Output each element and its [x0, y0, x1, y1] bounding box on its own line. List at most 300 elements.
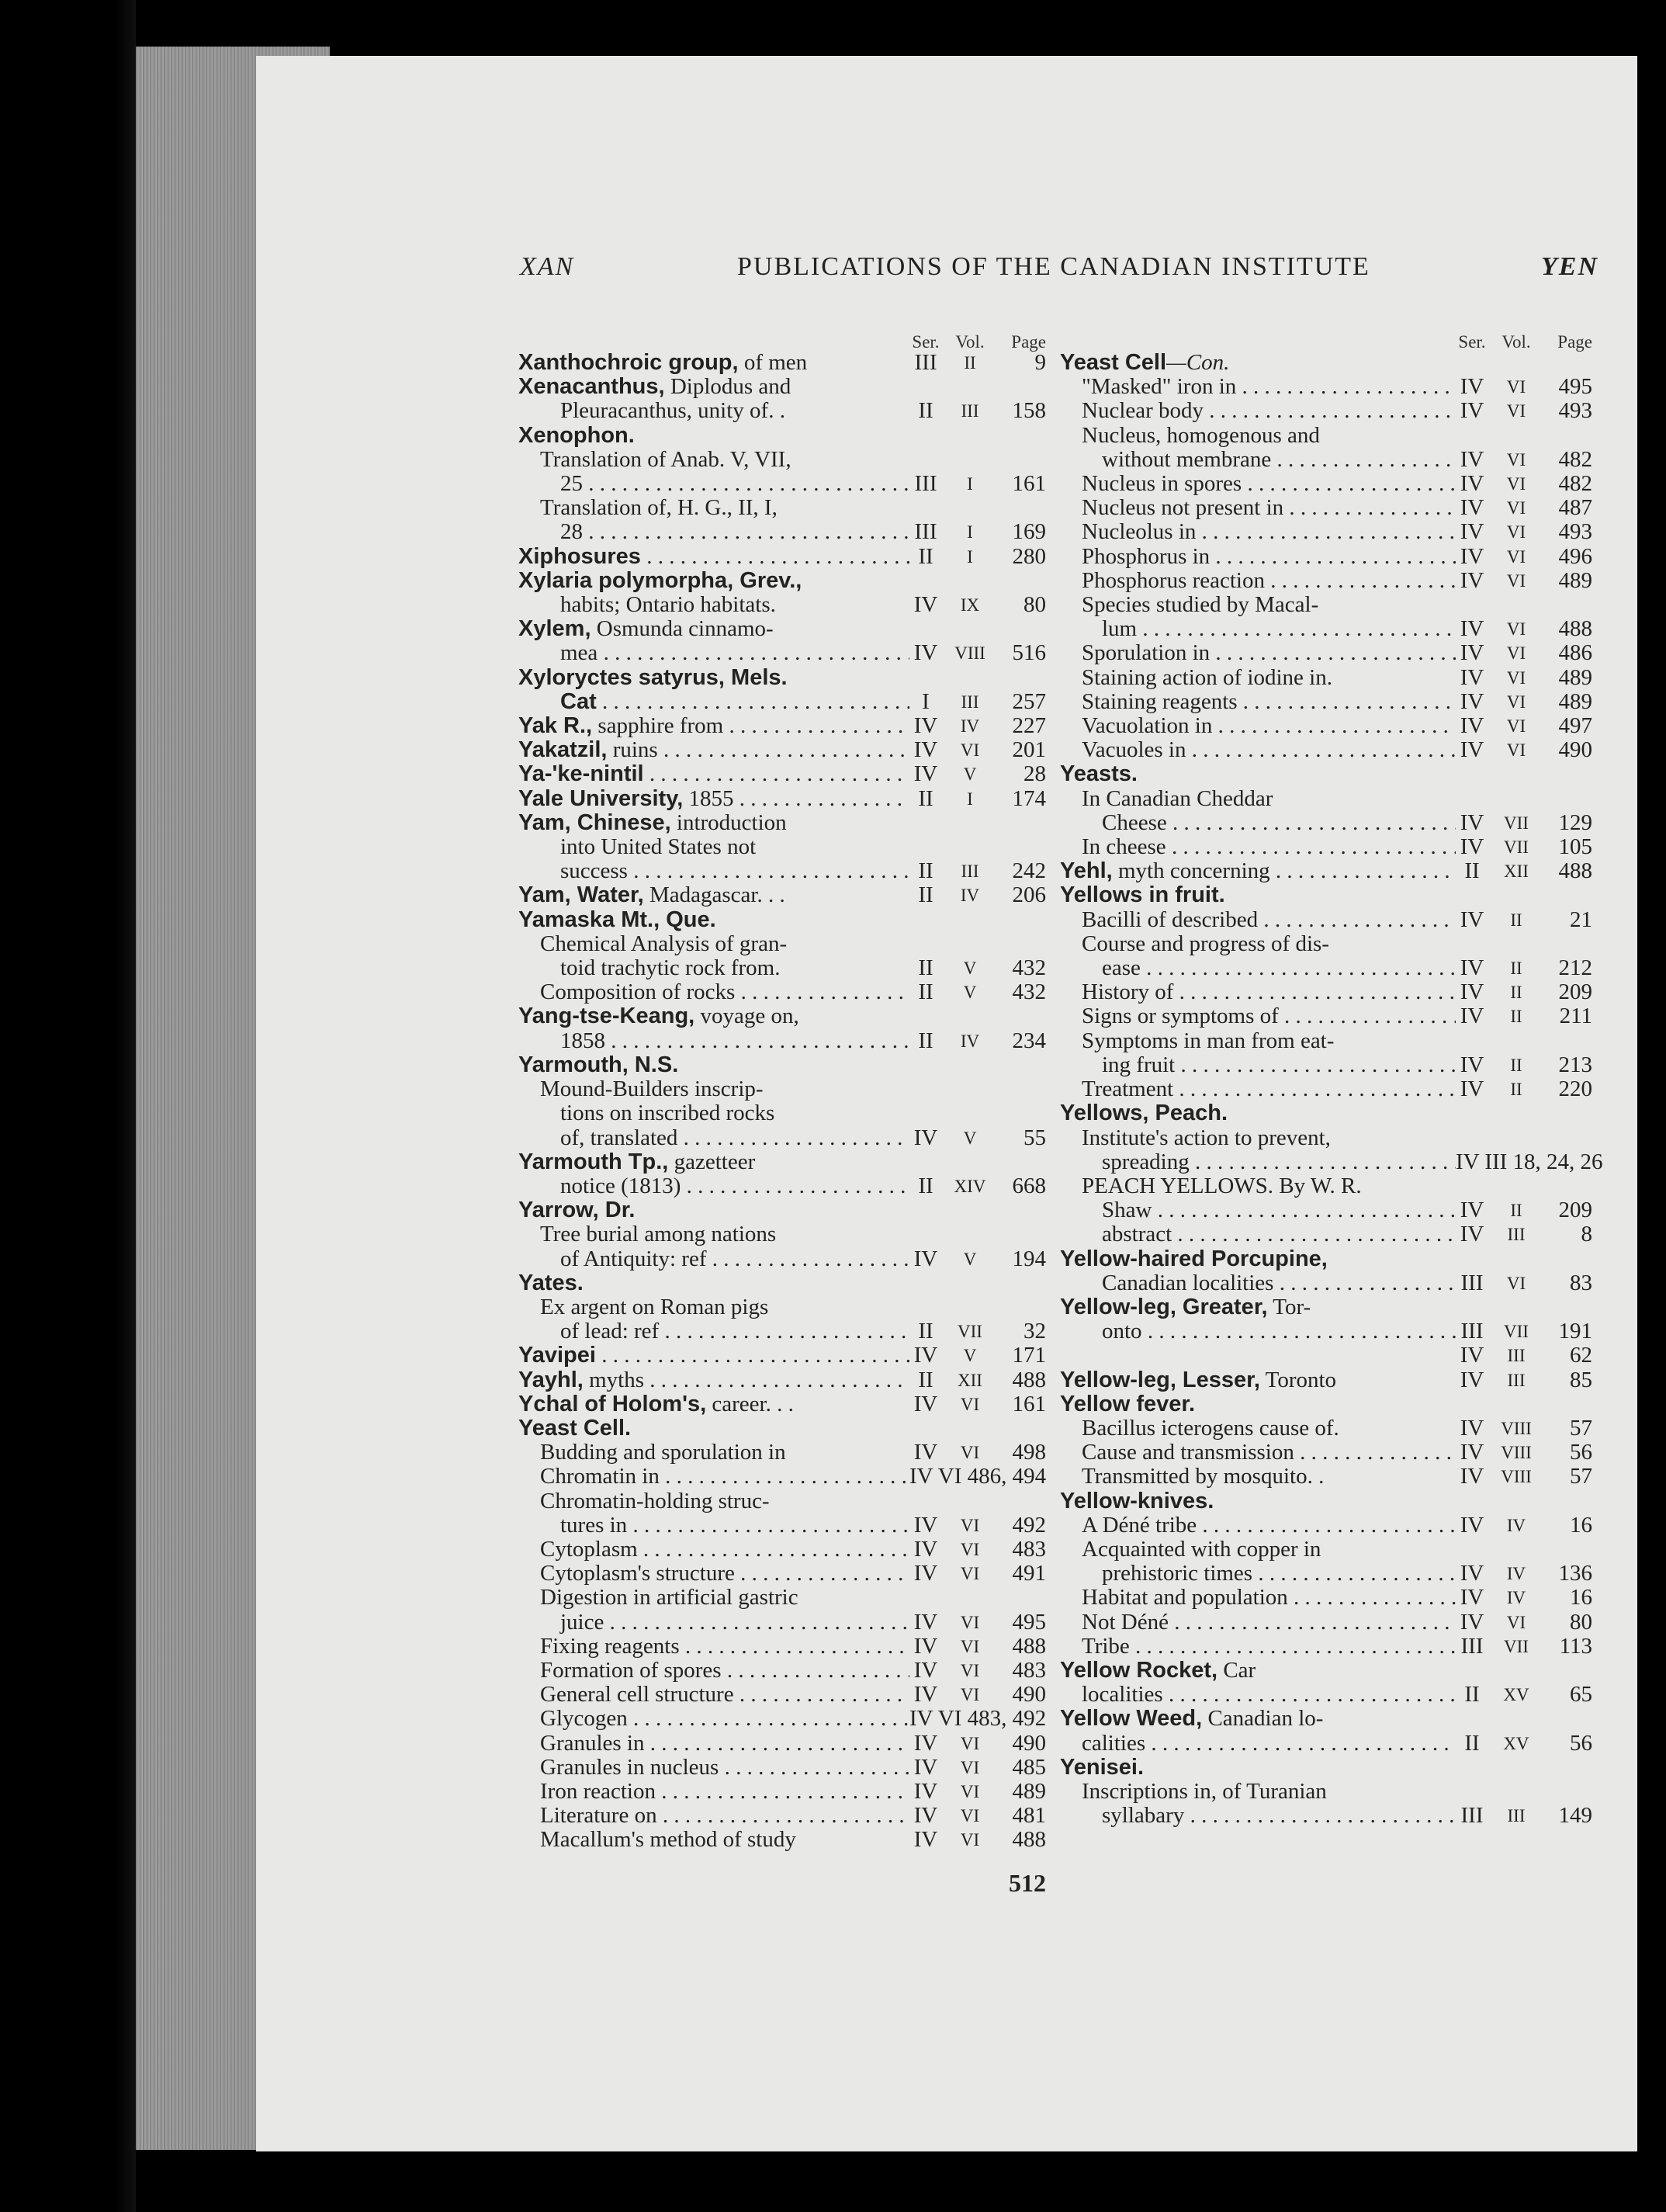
entry-volume: V — [963, 764, 977, 785]
entry-series: IV — [913, 761, 938, 787]
dot-leader — [734, 787, 910, 811]
entry-series: II — [918, 858, 933, 884]
index-entry — [518, 1780, 1046, 1804]
entry-volume: III — [961, 692, 979, 712]
dot-leader — [658, 738, 909, 762]
entry-subtext: Budding and sporulation in — [540, 1441, 786, 1465]
entry-page: 492 — [1012, 1512, 1046, 1538]
entry-subtext: Macallum's method of study — [540, 1828, 796, 1853]
entry-text — [1060, 593, 1592, 617]
index-entry — [518, 859, 1046, 883]
entry-text — [1060, 1101, 1592, 1125]
entry-page: 209 — [1558, 979, 1592, 1005]
index-entry — [1060, 1610, 1592, 1635]
entry-subtext: of Antiquity: ref — [560, 1246, 707, 1271]
page-number: 512 — [1009, 1869, 1046, 1897]
entry-series: II — [918, 1319, 933, 1344]
entry-page: 486 — [1558, 640, 1592, 666]
index-entry — [1060, 641, 1592, 665]
entry-text — [518, 908, 1046, 932]
index-entry — [518, 1101, 1046, 1125]
entry-series: IV — [1460, 1415, 1484, 1441]
index-entry — [1060, 1319, 1592, 1343]
entry-page: 213 — [1558, 1052, 1592, 1077]
entry-subtext: 1858 — [560, 1028, 605, 1053]
entry-volume: VI — [1506, 1273, 1526, 1293]
entry-headword: Xyloryctes satyrus, Mels. — [518, 665, 788, 690]
dot-leader — [1210, 641, 1456, 665]
entry-volume: XII — [1504, 862, 1529, 882]
dot-leader — [1288, 1586, 1456, 1610]
index-entry — [518, 1198, 1046, 1222]
entry-subtext: Vacuolation in — [1082, 714, 1213, 739]
entry-text — [518, 496, 1046, 520]
index-entry — [518, 617, 1046, 641]
entry-volume: II — [964, 353, 976, 373]
entry-headword: Yam, Chinese, — [518, 810, 671, 835]
header-left: XAN — [520, 252, 575, 281]
entry-text — [518, 1126, 909, 1150]
running-header — [520, 252, 1598, 299]
entry-text — [518, 1319, 909, 1343]
entry-series: II — [1464, 858, 1480, 884]
entry-text — [1060, 1368, 1456, 1392]
entry-page: 493 — [1558, 398, 1592, 424]
entry-text — [1060, 1247, 1592, 1271]
dot-leader — [680, 1635, 909, 1659]
dot-leader — [660, 1465, 909, 1489]
entry-text — [1060, 617, 1456, 641]
entry-volume: VI — [1506, 449, 1526, 470]
index-entry — [1060, 1077, 1592, 1101]
dot-leader — [644, 762, 909, 786]
index-entry — [1060, 1804, 1592, 1828]
entry-text — [1060, 666, 1456, 690]
index-entry — [518, 1707, 1046, 1731]
entry-subtext: Vacuoles in — [1082, 738, 1186, 763]
entry-subtext: Granules in nucleus — [540, 1755, 719, 1780]
entry-volume: I — [967, 474, 973, 494]
entry-text — [518, 424, 1046, 448]
entry-volume: II — [1510, 1055, 1522, 1075]
entry-page: 16 — [1570, 1585, 1592, 1610]
entry-series: IV — [913, 1512, 938, 1538]
entry-volume: II — [1510, 910, 1522, 930]
entry-page: 21 — [1570, 907, 1592, 932]
dot-leader — [628, 859, 909, 883]
page-header: Page — [1011, 332, 1046, 352]
entry-page: 257 — [1012, 688, 1046, 714]
entry-headword: Yang-tse-Keang, — [518, 1004, 695, 1029]
entry-text — [518, 811, 1046, 835]
entry-subtext: Translation of Anab. V, VII, — [540, 447, 791, 472]
entry-subtext: localities — [1082, 1683, 1163, 1708]
entry-text — [518, 1416, 1046, 1441]
entry-series: IV — [913, 1682, 938, 1708]
entry-text — [518, 1247, 909, 1271]
dot-leader — [1167, 811, 1456, 835]
entry-volume: VI — [1506, 667, 1526, 688]
index-entry — [1060, 1222, 1592, 1246]
index-entry — [1060, 1489, 1592, 1513]
index-entry — [1060, 1198, 1592, 1222]
entry-volume: VI — [960, 1515, 980, 1535]
entry-text — [518, 1174, 909, 1198]
entry-page: 83 — [1570, 1270, 1592, 1295]
entry-subtext: Literature on — [540, 1804, 657, 1829]
index-entry — [518, 762, 1046, 786]
entry-text — [1060, 1222, 1456, 1246]
index-entry — [518, 1804, 1046, 1828]
entry-text — [518, 690, 909, 714]
index-entry — [1060, 1513, 1592, 1538]
index-entry — [1060, 762, 1592, 786]
dot-leader — [1197, 1513, 1456, 1538]
entry-subtext: Mound-Builders inscrip- — [540, 1077, 764, 1102]
index-entry — [518, 738, 1046, 762]
index-entry — [1060, 666, 1592, 690]
entry-subtext: of, translated — [560, 1125, 678, 1150]
entry-headword: Yellow Rocket, — [1060, 1658, 1218, 1683]
entry-subtext: Staining action of iodine in. — [1082, 665, 1332, 690]
entry-volume: IV — [960, 886, 980, 906]
entry-page: 65 — [1570, 1682, 1592, 1708]
dot-leader — [1283, 496, 1456, 520]
entry-text — [518, 1198, 1046, 1222]
index-entry — [518, 1732, 1046, 1756]
entry-text — [1060, 714, 1456, 738]
index-entry — [518, 424, 1046, 448]
entry-subtext: —Con. — [1166, 351, 1230, 375]
entry-subtext: Institute's action to prevent, — [1082, 1125, 1331, 1150]
dot-leader — [1273, 1271, 1456, 1295]
entry-text — [1060, 448, 1456, 472]
entry-page: 495 — [1558, 374, 1592, 400]
entry-text — [518, 956, 909, 980]
entry-series: I — [922, 688, 930, 714]
entry-subtext: Acquainted with copper in — [1082, 1537, 1321, 1562]
entry-text — [1060, 545, 1456, 569]
entry-subtext: calities — [1082, 1731, 1146, 1756]
index-column-right — [1060, 332, 1603, 1829]
entry-headword: Cat — [560, 689, 597, 714]
entry-text — [1060, 1586, 1456, 1610]
entry-subtext: Composition of rocks — [540, 980, 736, 1005]
entry-subtext: tures in — [560, 1513, 628, 1538]
entry-series: IV — [1460, 834, 1484, 860]
entry-headword: Xylaria polymorpha, Grev., — [518, 568, 802, 593]
entry-subtext: Glycogen — [540, 1707, 628, 1732]
entry-page: 490 — [1012, 1730, 1046, 1756]
entry-text — [518, 399, 909, 423]
entry-headword: Ya-'ke-nintil — [518, 762, 644, 787]
entry-page: 57 — [1570, 1464, 1592, 1489]
entry-text — [1060, 1174, 1592, 1198]
entry-series: IV — [1460, 567, 1484, 593]
entry-series: IV — [1460, 1004, 1484, 1029]
entry-text — [518, 569, 1046, 593]
entry-subtext: toid trachytic rock from. — [560, 956, 781, 981]
index-entry — [1060, 956, 1592, 980]
entry-headword: Yehl, — [1060, 859, 1113, 884]
entry-series: III — [1460, 1803, 1484, 1829]
index-entry — [518, 1004, 1046, 1028]
index-entry — [518, 641, 1046, 665]
index-entry — [518, 1562, 1046, 1586]
entry-subtext: 25 — [560, 472, 583, 497]
dot-leader — [1130, 1635, 1456, 1659]
entry-volume: IV — [1506, 1515, 1526, 1535]
entry-subtext: Phosphorus in — [1082, 544, 1211, 569]
entry-text — [1060, 738, 1456, 762]
dot-leader — [1242, 472, 1456, 496]
index-entry — [1060, 1586, 1592, 1610]
entry-subtext: Chromatin in — [540, 1465, 660, 1489]
entry-text — [518, 787, 909, 811]
entry-text — [518, 1828, 909, 1852]
entry-text — [518, 1780, 909, 1804]
entry-series: IV — [913, 1343, 938, 1368]
dot-leader — [1142, 1319, 1456, 1343]
entry-text — [1060, 980, 1456, 1004]
index-entry — [1060, 1295, 1592, 1319]
entry-subtext: History of — [1082, 980, 1174, 1005]
entry-text — [518, 545, 909, 569]
index-entry — [518, 980, 1046, 1004]
entry-page: 56 — [1570, 1440, 1592, 1465]
index-entry — [1060, 1101, 1592, 1125]
entry-subtext: career. . . — [706, 1392, 794, 1416]
entry-series: II — [1464, 1730, 1480, 1756]
entry-subtext: Diplodus and — [664, 375, 791, 400]
entry-text — [1060, 1392, 1592, 1416]
entry-subtext: Chromatin-holding struc- — [540, 1489, 770, 1513]
entry-volume: III — [1507, 1225, 1526, 1245]
entry-series: II — [918, 1173, 933, 1198]
entry-volume: VI — [1506, 546, 1526, 567]
dot-leader — [1175, 1053, 1456, 1077]
index-entry — [1060, 520, 1592, 544]
entry-subtext: PEACH YELLOWS. By W. R. — [1082, 1174, 1362, 1198]
entry-headword: Yellow-knives. — [1060, 1489, 1214, 1513]
entry-subtext: Pleuracanthus, unity of. . — [560, 399, 785, 424]
entry-text — [1060, 375, 1456, 399]
entry-text — [1060, 1489, 1592, 1513]
ser-header: Ser. — [1458, 332, 1486, 352]
entry-page: 432 — [1012, 955, 1046, 981]
entry-text — [518, 1562, 909, 1586]
entry-page: 280 — [1012, 543, 1046, 569]
index-entry — [1060, 1707, 1592, 1731]
dot-leader — [1137, 617, 1456, 641]
entry-text — [518, 520, 909, 544]
entry-series: IV — [1460, 1052, 1484, 1077]
index-entry — [518, 956, 1046, 980]
entry-subtext: Nucleolus in — [1082, 520, 1197, 545]
index-entry — [518, 1222, 1046, 1246]
entry-subtext: mea — [560, 641, 598, 666]
dot-leader — [596, 1343, 909, 1368]
entry-text — [518, 1659, 909, 1683]
index-entry — [1060, 787, 1592, 811]
entry-page: 498 — [1012, 1440, 1046, 1465]
entry-page: 489 — [1558, 664, 1592, 690]
entry-text — [1060, 1538, 1592, 1562]
entry-volume: II — [1510, 983, 1522, 1003]
entry-subtext: without membrane — [1102, 447, 1272, 472]
dot-leader — [1236, 375, 1456, 399]
entry-subtext: myths — [583, 1368, 644, 1392]
dot-leader — [1265, 569, 1456, 593]
index-entry — [1060, 738, 1592, 762]
entry-subtext: 1855 — [683, 786, 734, 811]
entry-text — [1060, 1077, 1456, 1101]
entry-text — [518, 351, 909, 375]
entry-volume: V — [963, 959, 977, 979]
index-entry — [518, 496, 1046, 520]
entry-volume: III — [1507, 1370, 1526, 1390]
index-entry — [1060, 1126, 1592, 1150]
entry-subtext: sapphire from — [592, 714, 724, 739]
entry-page: 56 — [1570, 1730, 1592, 1756]
entry-headword: Yarmouth, N.S. — [518, 1052, 679, 1077]
dot-leader — [659, 1319, 909, 1343]
entry-text — [1060, 351, 1592, 375]
entry-volume: VI — [960, 1830, 980, 1850]
entry-subtext: Phosphorus reaction — [1082, 568, 1265, 593]
entry-headword: Yam, Water, — [518, 883, 644, 908]
entry-headword: Yellow-haired Porcupine, — [1060, 1246, 1328, 1271]
entry-text — [1060, 1635, 1456, 1659]
entry-text — [1060, 1513, 1456, 1538]
index-entry — [518, 1343, 1046, 1368]
entry-text — [518, 1368, 909, 1392]
dot-leader — [1210, 545, 1456, 569]
entry-page: 227 — [1012, 713, 1046, 739]
entry-page: 489 — [1558, 688, 1592, 714]
entry-subtext: Tree burial among nations — [540, 1222, 777, 1247]
entry-subtext: Digestion in artificial gastric — [540, 1586, 798, 1610]
index-entry — [518, 1368, 1046, 1392]
entry-volume: VII — [1504, 1636, 1529, 1656]
header-right: YEN — [1541, 252, 1598, 281]
dot-leader — [1184, 1804, 1456, 1828]
entry-text — [1060, 1804, 1456, 1828]
entry-series: IV — [1460, 1464, 1484, 1489]
dot-leader — [1212, 714, 1456, 738]
entry-page: 483 — [1012, 1536, 1046, 1562]
entry-series: II — [918, 785, 933, 811]
entry-headword: Yellows, Peach. — [1060, 1101, 1228, 1126]
entry-volume: VI — [960, 1757, 980, 1777]
entry-series: IV — [1460, 664, 1484, 690]
entry-page: 234 — [1012, 1028, 1046, 1053]
entry-series: IV — [1460, 543, 1484, 569]
dot-leader — [1172, 1222, 1456, 1246]
entry-text — [518, 617, 1046, 641]
entry-text — [1060, 811, 1456, 835]
entry-series: II — [918, 543, 933, 569]
index-entry — [518, 1077, 1046, 1101]
entry-series: IV — [913, 1827, 938, 1853]
entry-reference: IV VI 483, 492 — [909, 1706, 1047, 1732]
index-entry — [1060, 1416, 1592, 1441]
entry-subtext: Sporulation in — [1082, 641, 1211, 666]
entry-page: 432 — [1012, 979, 1046, 1005]
entry-volume: IV — [1506, 1564, 1526, 1584]
entry-page: 113 — [1559, 1633, 1592, 1659]
entry-subtext: ease — [1102, 956, 1141, 981]
index-entry — [518, 1271, 1046, 1295]
entry-series: IV — [913, 640, 938, 666]
entry-text — [518, 448, 1046, 472]
entry-text — [518, 883, 909, 907]
column-headers — [1060, 334, 1592, 351]
entry-volume: VIII — [1501, 1443, 1532, 1463]
entry-subtext: prehistoric times — [1102, 1562, 1253, 1586]
entry-headword: Yates. — [518, 1271, 584, 1295]
entry-text — [518, 641, 909, 665]
entry-series: IV — [913, 1391, 938, 1416]
entry-subtext: Course and progress of dis- — [1082, 931, 1329, 956]
entry-series: IV — [1460, 1343, 1484, 1368]
index-entry — [518, 1465, 1046, 1489]
entry-page: 16 — [1570, 1512, 1592, 1538]
entry-headword: Ychal of Holom's, — [518, 1392, 707, 1416]
entry-subtext: habits; Ontario habitats. — [560, 593, 776, 618]
entry-subtext: onto — [1102, 1319, 1142, 1344]
dot-leader — [723, 714, 909, 738]
index-entry — [1060, 1392, 1592, 1416]
dot-leader — [734, 1683, 909, 1707]
entry-headword: Yarmouth Tp., — [518, 1149, 669, 1174]
index-entry — [1060, 1780, 1592, 1804]
entry-text — [1060, 1707, 1592, 1731]
entry-text — [1060, 1416, 1456, 1441]
entry-page: 490 — [1558, 737, 1592, 763]
entry-page: 490 — [1012, 1682, 1046, 1708]
entry-series: IV — [1460, 471, 1484, 497]
entry-text — [1060, 1683, 1456, 1707]
index-entry — [518, 1659, 1046, 1683]
dot-leader — [583, 472, 909, 496]
index-entry — [518, 1538, 1046, 1562]
entry-page: 488 — [1558, 858, 1592, 884]
index-entry — [1060, 1683, 1592, 1707]
entry-volume: VI — [1506, 619, 1526, 640]
index-entry — [518, 1174, 1046, 1198]
entry-series: IV — [913, 1730, 938, 1756]
entry-text — [518, 859, 909, 883]
index-entry — [518, 1247, 1046, 1271]
index-entry — [1060, 690, 1592, 714]
entry-page: 9 — [1034, 350, 1046, 375]
entry-subtext: Ex argent on Roman pigs — [540, 1295, 769, 1319]
entry-page: 242 — [1012, 858, 1046, 884]
entry-volume: VI — [1506, 740, 1526, 761]
dot-leader — [719, 1756, 909, 1780]
entry-page: 488 — [1012, 1827, 1046, 1853]
index-entry — [1060, 883, 1592, 907]
entry-series: IV — [1460, 1077, 1484, 1102]
index-entry — [1060, 1247, 1592, 1271]
entry-series: II — [918, 1028, 933, 1053]
entry-series: IV — [913, 1536, 938, 1562]
entry-text — [518, 1053, 1046, 1077]
entry-page: 174 — [1012, 785, 1046, 811]
entry-text — [1060, 1756, 1592, 1780]
entry-subtext: juice — [560, 1610, 604, 1635]
